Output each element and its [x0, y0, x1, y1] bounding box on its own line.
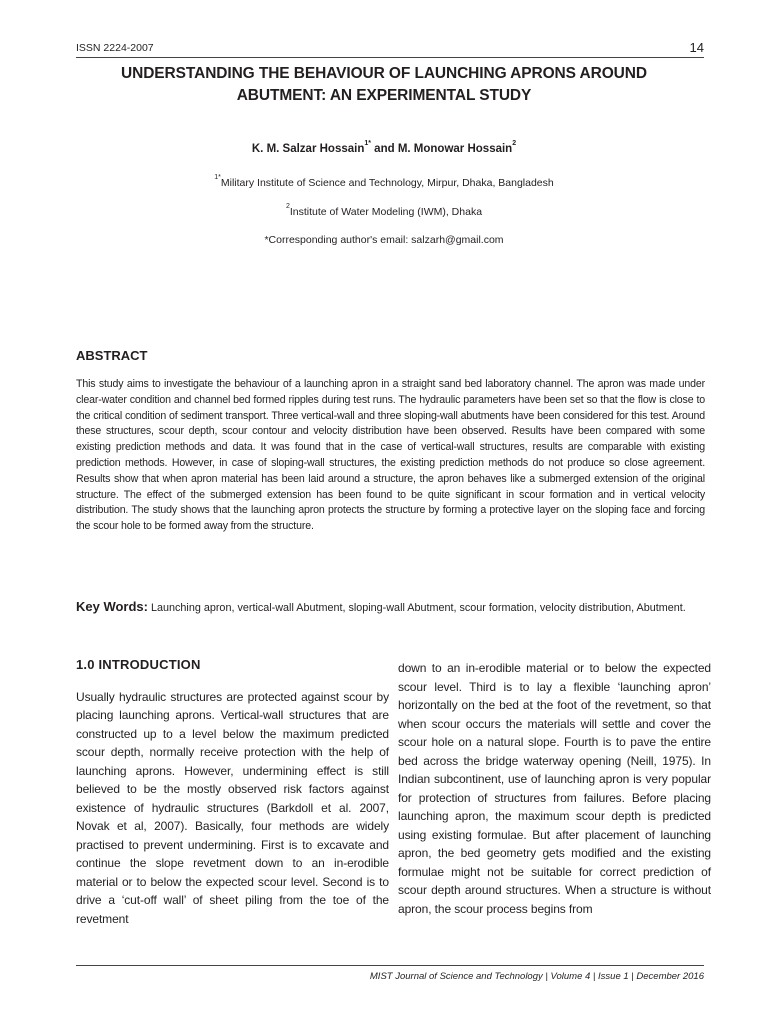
author-list [0, 140, 768, 155]
corresponding-email: *Corresponding author's email: salzarh@gmail.com [264, 234, 504, 246]
affiliation-1 [0, 174, 768, 189]
keywords-text: Launching apron, vertical-wall Abutment, sloping-wall Abutment, scour formation, velocity distribution, Abutment. [151, 602, 686, 614]
introduction-paragraph-right: down to an in-erodible material or to below the expected scour level. Third is to lay a flexible ‘launching apron’ horizontally on the bed at the foot of the revetment, so that when scour occurs the materials will settle and cover the scour hole on a natural slope. Fourth is to pave the entire bed across the bridge waterway opening (Neill, 1975). In Indian subcontinent, use of launching apron is very popular for protection of structures from failures. Before placing launching apron, the maximum scour depth is predicted using existing formulae. But after placement of launching apron, the bed geometry gets modified and the existing formulae might not be suitable for correct prediction of scour depth around structures. When a structure is without apron, the scour process begins from [398, 661, 711, 916]
author-2: M. Monowar Hossain [397, 143, 513, 155]
introduction-heading: 1.0 INTRODUCTION [76, 657, 201, 672]
author-conjunction: and [370, 143, 398, 155]
author-1-affiliation-mark: 1* [364, 140, 371, 147]
footer-divider [76, 965, 704, 966]
page-number: 14 [689, 40, 704, 55]
affiliation-2-mark: 2 [285, 203, 290, 210]
title-line-1: UNDERSTANDING THE BEHAVIOUR OF LAUNCHING APRONS AROUND [121, 65, 647, 82]
header-divider [76, 57, 704, 58]
affiliation-2 [0, 203, 768, 218]
paper-title [60, 63, 708, 107]
introduction-paragraph-left: Usually hydraulic structures are protected against scour by placing launching aprons. Vertical-wall structures that are constructed up to a level below the maximum predicted scour depth, normally receive protection with the help of launching aprons. However, undermining effect is still believed to be the mostly observed risk factors against existence of hydraulic structures (Barkdoll et al. 2007, Novak et al, 2007). Basically, four methods are widely practised to prevent undermining. First is to excavate and continue the slope revetment down to an in-erodible material or to below the expected scour level. Second is to drive a ‘cut-off wall’ of sheet piling from the toe of the revetment [76, 689, 389, 926]
journal-footer: MIST Journal of Science and Technology | Volume 4 | Issue 1 | December 2016 [369, 971, 704, 982]
keywords-block [76, 598, 704, 617]
keywords-label: Key Words: [76, 599, 148, 614]
author-1: K. M. Salzar Hossain [251, 143, 365, 155]
affiliation-1-mark: 1* [214, 174, 221, 181]
abstract-heading: ABSTRACT [76, 348, 148, 363]
left-column [76, 656, 389, 928]
author-2-affiliation-mark: 2 [512, 140, 517, 147]
abstract-body: This study aims to investigate the behaviour of a launching apron in a straight sand bed laboratory channel. The apron was made under clear-water condition and channel bed formed ripples during test runs. The hydraulic parameters have been set so that the flow is close to the critical condition of sediment transport. Three vertical-wall and three sloping-wall abutments have been considered for this test. Around these structures, scour depth, scour contour and velocity distribution have been observed. Results have been compared with some existing prediction methods and data. It was found that in the case of vertical-wall structures, results are comparable with existing prediction methods. However, in case of sloping-wall structures, the existing prediction methods do not produce so close agreement. Results show that when apron material has been laid around a structure, the apron behaves like a submerged extension of the original structure. The effect of the submerged extension has been found to be quite significant in scour formation and in vertical velocity distribution. The study shows that the launching apron protects the structure by forming a protective layer on the sloping face and forcing the scour hole to be formed away from the structure. [76, 378, 705, 533]
affiliation-1-text: Military Institute of Science and Technology, Mirpur, Dhaka, Bangladesh [220, 177, 554, 189]
issn-label: ISSN 2224-2007 [76, 42, 154, 54]
right-column [398, 659, 711, 918]
running-header [76, 40, 704, 56]
affiliation-2-text: Institute of Water Modeling (IWM), Dhaka [289, 206, 483, 218]
title-line-2: ABUTMENT: AN EXPERIMENTAL STUDY [236, 87, 532, 104]
